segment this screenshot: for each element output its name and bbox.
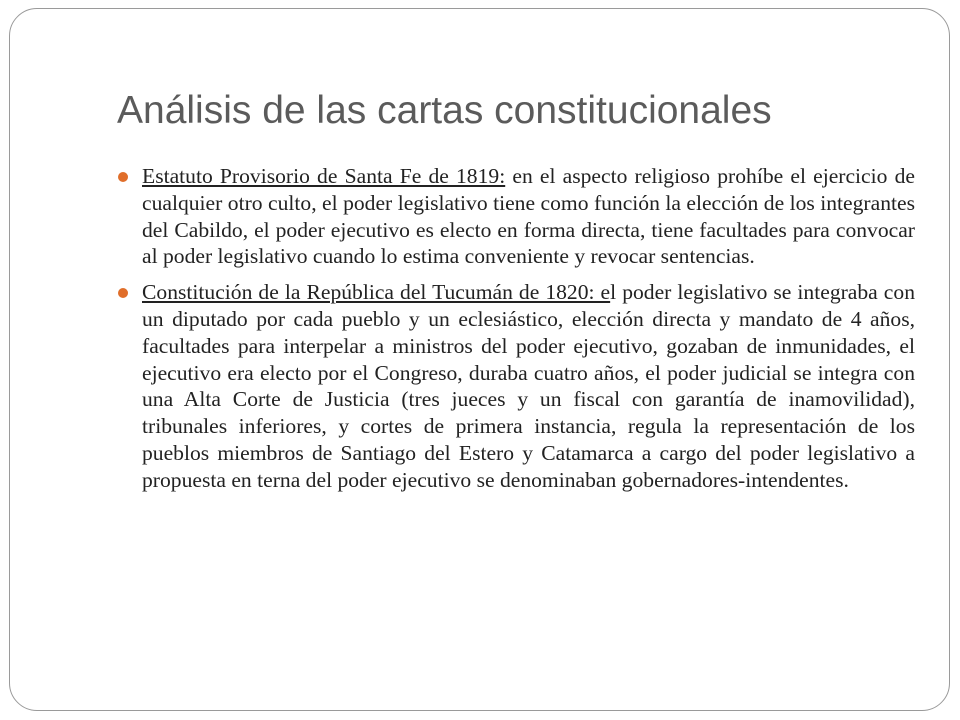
bullet-heading: Estatuto Provisorio de Santa Fe de 1819:	[142, 164, 506, 188]
bullet-dot-icon	[118, 172, 128, 182]
bullet-body: l poder legislativo se integraba con un diputado por cada pueblo y un eclesiástico, elección directa y mandato de 4 años, facultades para interpelar a ministros del poder ejecutivo, gozaban de inmunidades, el ejecutivo era electo por el Congreso, duraba cuatro años, el poder judicial se integra con una Alta Corte de Justicia (tres jueces y un fiscal con garantía de inamovilidad), tribunales inferiores, y cortes de primera instancia, regula la representación de los pueblos miembros de Santiago del Estero y Catamarca a cargo del poder legislativo a propuesta en terna del poder ejecutivo se denominaban gobernadores-intendentes.	[142, 280, 915, 492]
bullet-item-estatuto-santa-fe	[115, 163, 915, 270]
slide-frame	[9, 8, 950, 711]
bullet-body: en el aspecto religioso prohíbe el ejercicio de cualquier otro culto, el poder legislativo tiene como función la elección de los integrantes del Cabildo, el poder ejecutivo es electo en forma directa, tiene facultades para convocar al poder legislativo cuando lo estima conveniente y revocar sentencias.	[142, 164, 915, 269]
bullet-heading: Constitución de la República del Tucumán de 1820: e	[142, 280, 611, 305]
slide-title: Análisis de las cartas constitucionales	[117, 89, 772, 132]
bullet-item-constitucion-tucuman	[115, 279, 915, 493]
bullet-dot-icon	[118, 288, 128, 298]
bullet-list	[115, 163, 915, 503]
